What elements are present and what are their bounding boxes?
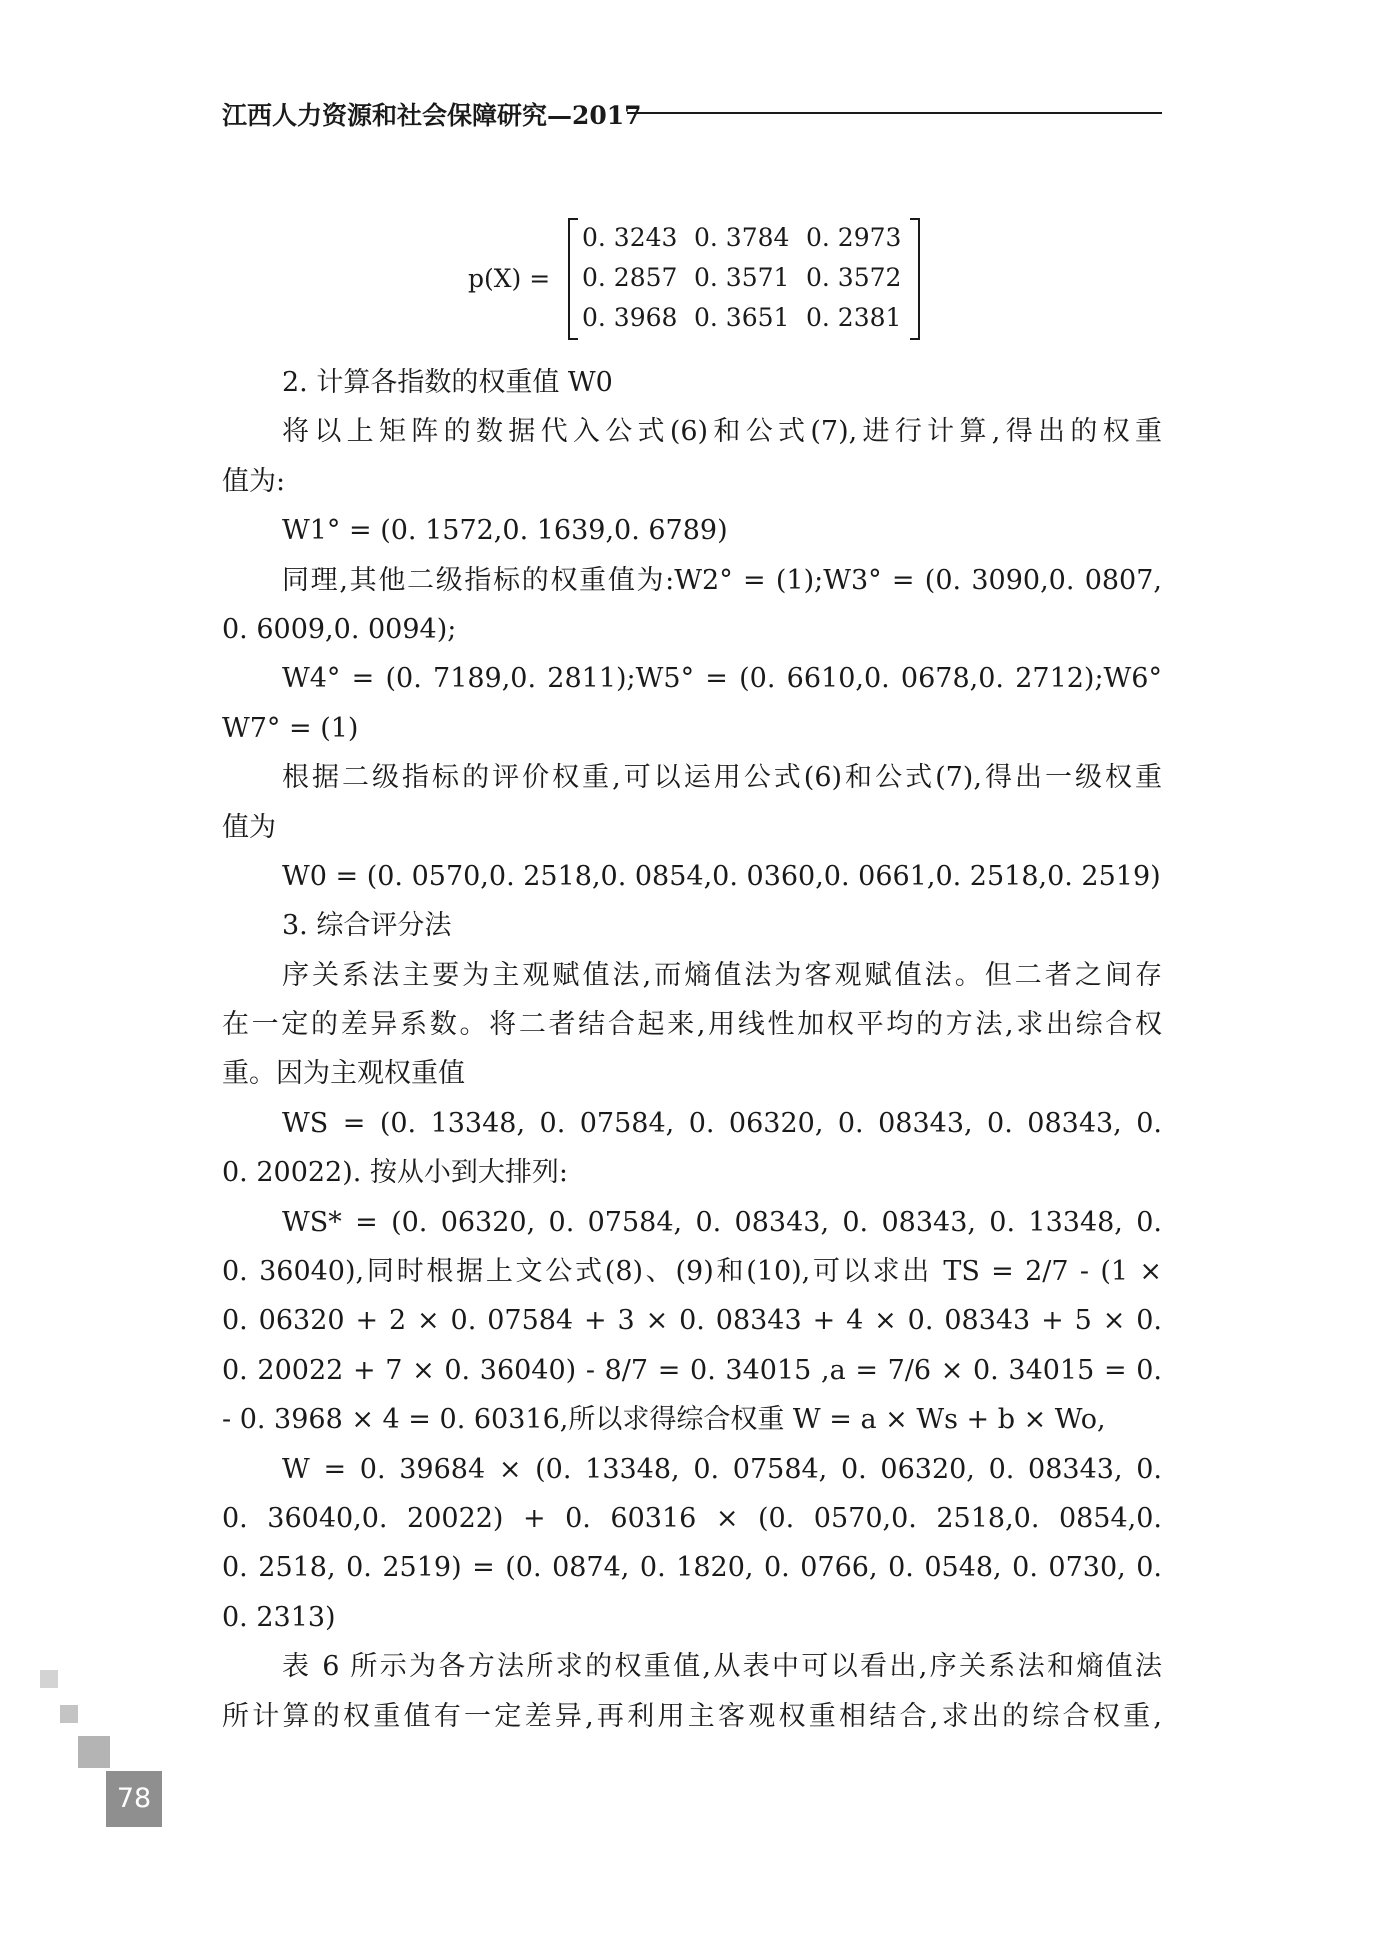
paragraph-line: 所计算的权重值有一定差异,再利用主客观权重相结合,求出的综合权重, (222, 1700, 1162, 1732)
formula-line: W = 0. 39684 × (0. 13348, 0. 07584, 0. 06320, 0. 08343, 0. (282, 1453, 1162, 1485)
section-heading: 2. 计算各指数的权重值 W0 (282, 367, 613, 398)
paragraph-line: 在一定的差异系数。将二者结合起来,用线性加权平均的方法,求出综合权 (222, 1009, 1162, 1041)
matrix-row (582, 218, 908, 258)
formula-line: WS* = (0. 06320, 0. 07584, 0. 08343, 0. 08343, 0. 13348, 0. (282, 1206, 1162, 1238)
paragraph-line: 表 6 所示为各方法所求的权重值,从表中可以看出,序关系法和熵值法 (282, 1651, 1162, 1683)
section-heading: 3. 综合评分法 (282, 910, 452, 942)
matrix-cell: 0. 2857 (582, 263, 678, 292)
matrix-cell: 0. 3243 (582, 223, 678, 252)
decorative-square (60, 1705, 78, 1723)
matrix-cell: 0. 3784 (694, 223, 790, 252)
paragraph-line: 序关系法主要为主观赋值法,而熵值法为客观赋值法。但二者之间存 (282, 959, 1162, 991)
paragraph-line: 值为 (222, 811, 276, 843)
formula-line: W7° = (1) (222, 712, 359, 744)
formula-line: 0. 2518, 0. 2519) = (0. 0874, 0. 1820, 0. 0766, 0. 0548, 0. 0730, 0. (222, 1552, 1162, 1584)
paragraph-line: 0. 6009,0. 0094); (222, 613, 457, 645)
paragraph-line: 重。因为主观权重值 (222, 1058, 465, 1090)
matrix-left-bracket (568, 218, 578, 340)
matrix-right-bracket (910, 218, 920, 340)
header-rule (627, 112, 1162, 114)
matrix-cell: 0. 2973 (806, 223, 902, 252)
matrix-row (582, 298, 908, 338)
decorative-square (78, 1736, 110, 1768)
formula-line: W0 = (0. 0570,0. 2518,0. 0854,0. 0360,0. 0661,0. 2518,0. 2519) (282, 860, 1161, 892)
formula-line: 0. 36040,0. 20022) + 0. 60316 × (0. 0570,0. 2518,0. 0854,0. (222, 1502, 1162, 1534)
formula-line: 0. 06320 + 2 × 0. 07584 + 3 × 0. 08343 + 4 × 0. 08343 + 5 × 0. (222, 1305, 1162, 1337)
paragraph-line: 将以上矩阵的数据代入公式(6)和公式(7),进行计算,得出的权重 (282, 416, 1162, 448)
body-text (222, 358, 1162, 1741)
formula-line: 0. 36040),同时根据上文公式(8)、(9)和(10),可以求出 TS = 2/7 - (1 × (222, 1256, 1162, 1288)
matrix-cell: 0. 3571 (694, 263, 790, 292)
matrix-grid (582, 218, 908, 338)
formula-line: W1° = (0. 1572,0. 1639,0. 6789) (282, 515, 728, 547)
running-header (222, 96, 1162, 130)
formula-line: - 0. 3968 × 4 = 0. 60316,所以求得综合权重 W = a × Ws + b × Wo, (222, 1404, 1106, 1436)
paragraph-line: 同理,其他二级指标的权重值为:W2° = (1);W3° = (0. 3090,0. 0807, (282, 564, 1162, 596)
formula-line: 0. 2313) (222, 1601, 336, 1633)
probability-matrix (468, 212, 928, 344)
page-number: 78 (106, 1771, 162, 1827)
matrix-cell: 0. 3968 (582, 303, 678, 332)
running-header-title: 江西人力资源和社会保障研究—2017 (222, 101, 642, 130)
formula-line: W4° = (0. 7189,0. 2811);W5° = (0. 6610,0. 0678,0. 2712);W6° (282, 663, 1162, 695)
paragraph-line: 值为: (222, 465, 286, 497)
decorative-square (40, 1670, 58, 1688)
formula-line: 0. 20022 + 7 × 0. 36040) - 8/7 = 0. 34015 ,a = 7/6 × 0. 34015 = 0. (222, 1354, 1162, 1386)
paragraph-line: 0. 20022). 按从小到大排列: (222, 1157, 569, 1189)
matrix-cell: 0. 3651 (694, 303, 790, 332)
matrix-row (582, 258, 908, 298)
paragraph-line: 根据二级指标的评价权重,可以运用公式(6)和公式(7),得出一级权重 (282, 762, 1162, 794)
matrix-cell: 0. 2381 (806, 303, 902, 332)
matrix-cell: 0. 3572 (806, 263, 902, 292)
matrix-label: p(X) = (468, 264, 551, 293)
formula-line: WS = (0. 13348, 0. 07584, 0. 06320, 0. 08343, 0. 08343, 0. (282, 1107, 1162, 1139)
